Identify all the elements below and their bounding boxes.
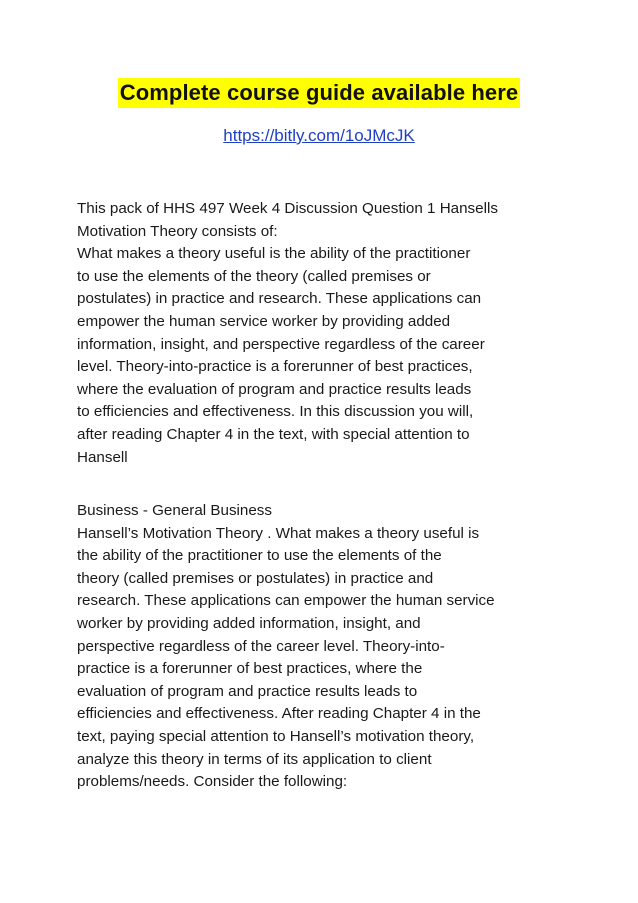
- text-line: to efficiencies and effectiveness. In this discussion you will,: [77, 403, 474, 421]
- text-line: problems/needs. Consider the following:: [77, 773, 348, 791]
- text-line: postulates) in practice and research. These applications can: [77, 290, 482, 308]
- text-line: the ability of the practitioner to use the elements of the: [77, 547, 442, 565]
- text-line: Motivation Theory consists of:: [77, 222, 278, 240]
- text-line: practice is a forerunner of best practices, where the: [77, 660, 423, 678]
- text-line: evaluation of program and practice results leads to: [77, 682, 418, 700]
- text-line: to use the elements of the theory (called premises or: [77, 267, 431, 285]
- link-container: [0, 124, 638, 148]
- course-guide-link[interactable]: https://bitly.com/1oJMcJK: [223, 126, 415, 145]
- text-line: information, insight, and perspective regardless of the career: [77, 335, 485, 353]
- text-line: worker by providing added information, insight, and: [77, 614, 421, 632]
- text-line: level. Theory-into-practice is a forerunner of best practices,: [77, 358, 473, 376]
- text-line: after reading Chapter 4 in the text, with special attention to: [77, 425, 470, 443]
- text-line: Hansell: [77, 448, 128, 466]
- text-line: Business - General Business: [77, 502, 272, 519]
- text-line: where the evaluation of program and practice results leads: [77, 380, 472, 398]
- course-guide-heading: Complete course guide available here: [118, 78, 521, 108]
- text-line: perspective regardless of the career level. Theory-into-: [77, 637, 445, 655]
- paragraph-business: [77, 500, 567, 794]
- text-line: theory (called premises or postulates) in practice and: [77, 569, 434, 587]
- text-line: analyze this theory in terms of its application to client: [77, 750, 432, 768]
- paragraph-intro: [77, 198, 567, 469]
- heading-container: [0, 78, 638, 108]
- text-line: efficiencies and effectiveness. After reading Chapter 4 in the: [77, 705, 481, 723]
- text-line: research. These applications can empower the human service: [77, 592, 495, 610]
- text-line: Hansell’s Motivation Theory . What makes a theory useful is: [77, 524, 480, 542]
- text-line: What makes a theory useful is the ability of the practitioner: [77, 245, 471, 263]
- text-line: text, paying special attention to Hansell’s motivation theory,: [77, 727, 475, 745]
- text-line: empower the human service worker by providing added: [77, 312, 451, 330]
- text-line: This pack of HHS 497 Week 4 Discussion Question 1 Hansells: [77, 200, 498, 217]
